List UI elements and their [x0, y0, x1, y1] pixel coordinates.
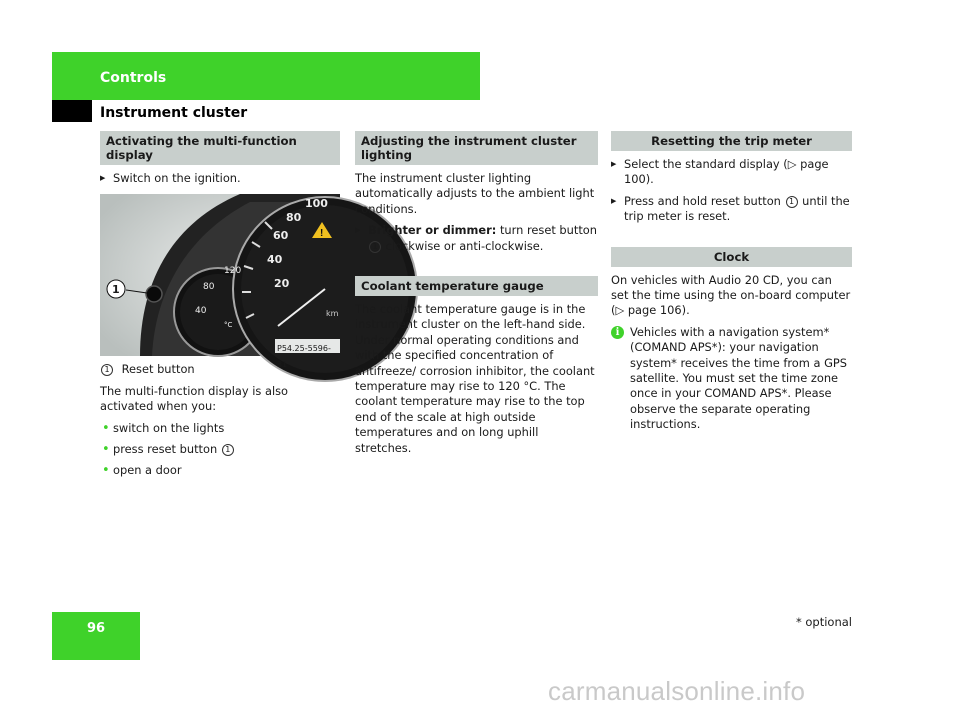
- info-icon: i: [611, 326, 624, 339]
- coolant-label-120: 120: [224, 266, 242, 277]
- bullet-reset: [100, 442, 340, 457]
- gauge-label-60: 60: [273, 229, 289, 243]
- lighting-paragraph: The instrument cluster lighting automatically adjusts to the ambient light conditions.: [355, 171, 595, 216]
- footnote: * optional: [795, 615, 852, 629]
- coolant-label-40: 40: [195, 306, 207, 317]
- reset-button-graphic: [146, 286, 162, 302]
- column-2: [355, 131, 598, 462]
- legend-number: 1: [101, 364, 113, 376]
- heading-resetting-trip: Resetting the trip meter: [611, 131, 852, 151]
- step-press-suffix: until the trip meter is reset.: [624, 193, 850, 224]
- figure-code: P54.25-5596-31: [277, 344, 331, 369]
- info-note: [611, 325, 852, 433]
- info-text: Vehicles with a navigation system* (COMAND APS*): your navigation system* receives the time from a GPS satellite. You must set the time zone once in your COMAND APS*. Please observe the separate operating instructions.: [630, 324, 848, 432]
- bullet-lights: • switch on the lights: [100, 421, 340, 436]
- instrument-cluster-illustration: [100, 194, 340, 356]
- coolant-unit: °C: [224, 321, 233, 330]
- step-brighter-dimmer: [355, 223, 598, 254]
- step-press-number: 1: [786, 196, 798, 208]
- step-select-display: ▶ Select the standard display (▷ page 100).: [611, 157, 852, 188]
- speed-unit: km: [326, 309, 339, 319]
- step-press-text: Press and hold reset button: [624, 193, 785, 208]
- page-number: 96: [86, 621, 106, 636]
- bullet-door: • open a door: [100, 463, 340, 478]
- heading-adjusting-lighting: Adjusting the instrument cluster lighting: [355, 131, 598, 165]
- heading-activating-display: Activating the multi-function display: [100, 131, 340, 165]
- figure-callout: 1: [112, 283, 120, 297]
- column-1: [100, 131, 340, 485]
- instrument-cluster-photo: [100, 194, 340, 369]
- bullet-reset-text: press reset button: [113, 442, 221, 457]
- clock-paragraph: On vehicles with Audio 20 CD, you can set the time using the on-board computer (▷ page 106).: [611, 272, 851, 318]
- step-text: turn reset button: [496, 223, 597, 238]
- chapter-marker: [52, 100, 92, 122]
- gauge-label-40: 40: [267, 253, 283, 267]
- section-title: Controls: [100, 70, 167, 86]
- column-3: [611, 131, 852, 433]
- bullet-reset-number: 1: [222, 444, 234, 456]
- gauge-label-80: 80: [286, 211, 302, 225]
- svg-text:!: !: [320, 228, 324, 240]
- intro-paragraph: The multi-function display is also activated when you:: [100, 383, 289, 414]
- chapter-title: Instrument cluster: [100, 105, 248, 121]
- gauge-label-100: 100: [305, 197, 328, 211]
- coolant-paragraph: The coolant temperature gauge is in the instrument cluster on the left-hand side. Under normal operating conditions and with the specified concentration of antifreeze/ corrosion inhibitor, the coolant temperature may rise to 120 °C. The coolant temperature may rise to the top end of the scale at high outside temperatures and on long uphill stretches.: [355, 302, 595, 455]
- heading-coolant-gauge: Coolant temperature gauge: [355, 276, 598, 296]
- gauge-label-20: 20: [274, 277, 290, 291]
- coolant-label-80: 80: [203, 282, 215, 293]
- step-text-2: clockwise or anti-clockwise.: [382, 238, 544, 253]
- step-bold-label: Brighter or dimmer:: [368, 223, 497, 238]
- page-number-box: [52, 612, 140, 660]
- heading-clock: Clock: [611, 247, 852, 267]
- legend-text: Reset button: [121, 362, 195, 377]
- step-press-hold: [611, 194, 852, 225]
- watermark: carmanualsonline.info: [548, 676, 806, 706]
- step-number: 1: [369, 241, 381, 253]
- step-switch-ignition: ▶ Switch on the ignition.: [100, 171, 340, 186]
